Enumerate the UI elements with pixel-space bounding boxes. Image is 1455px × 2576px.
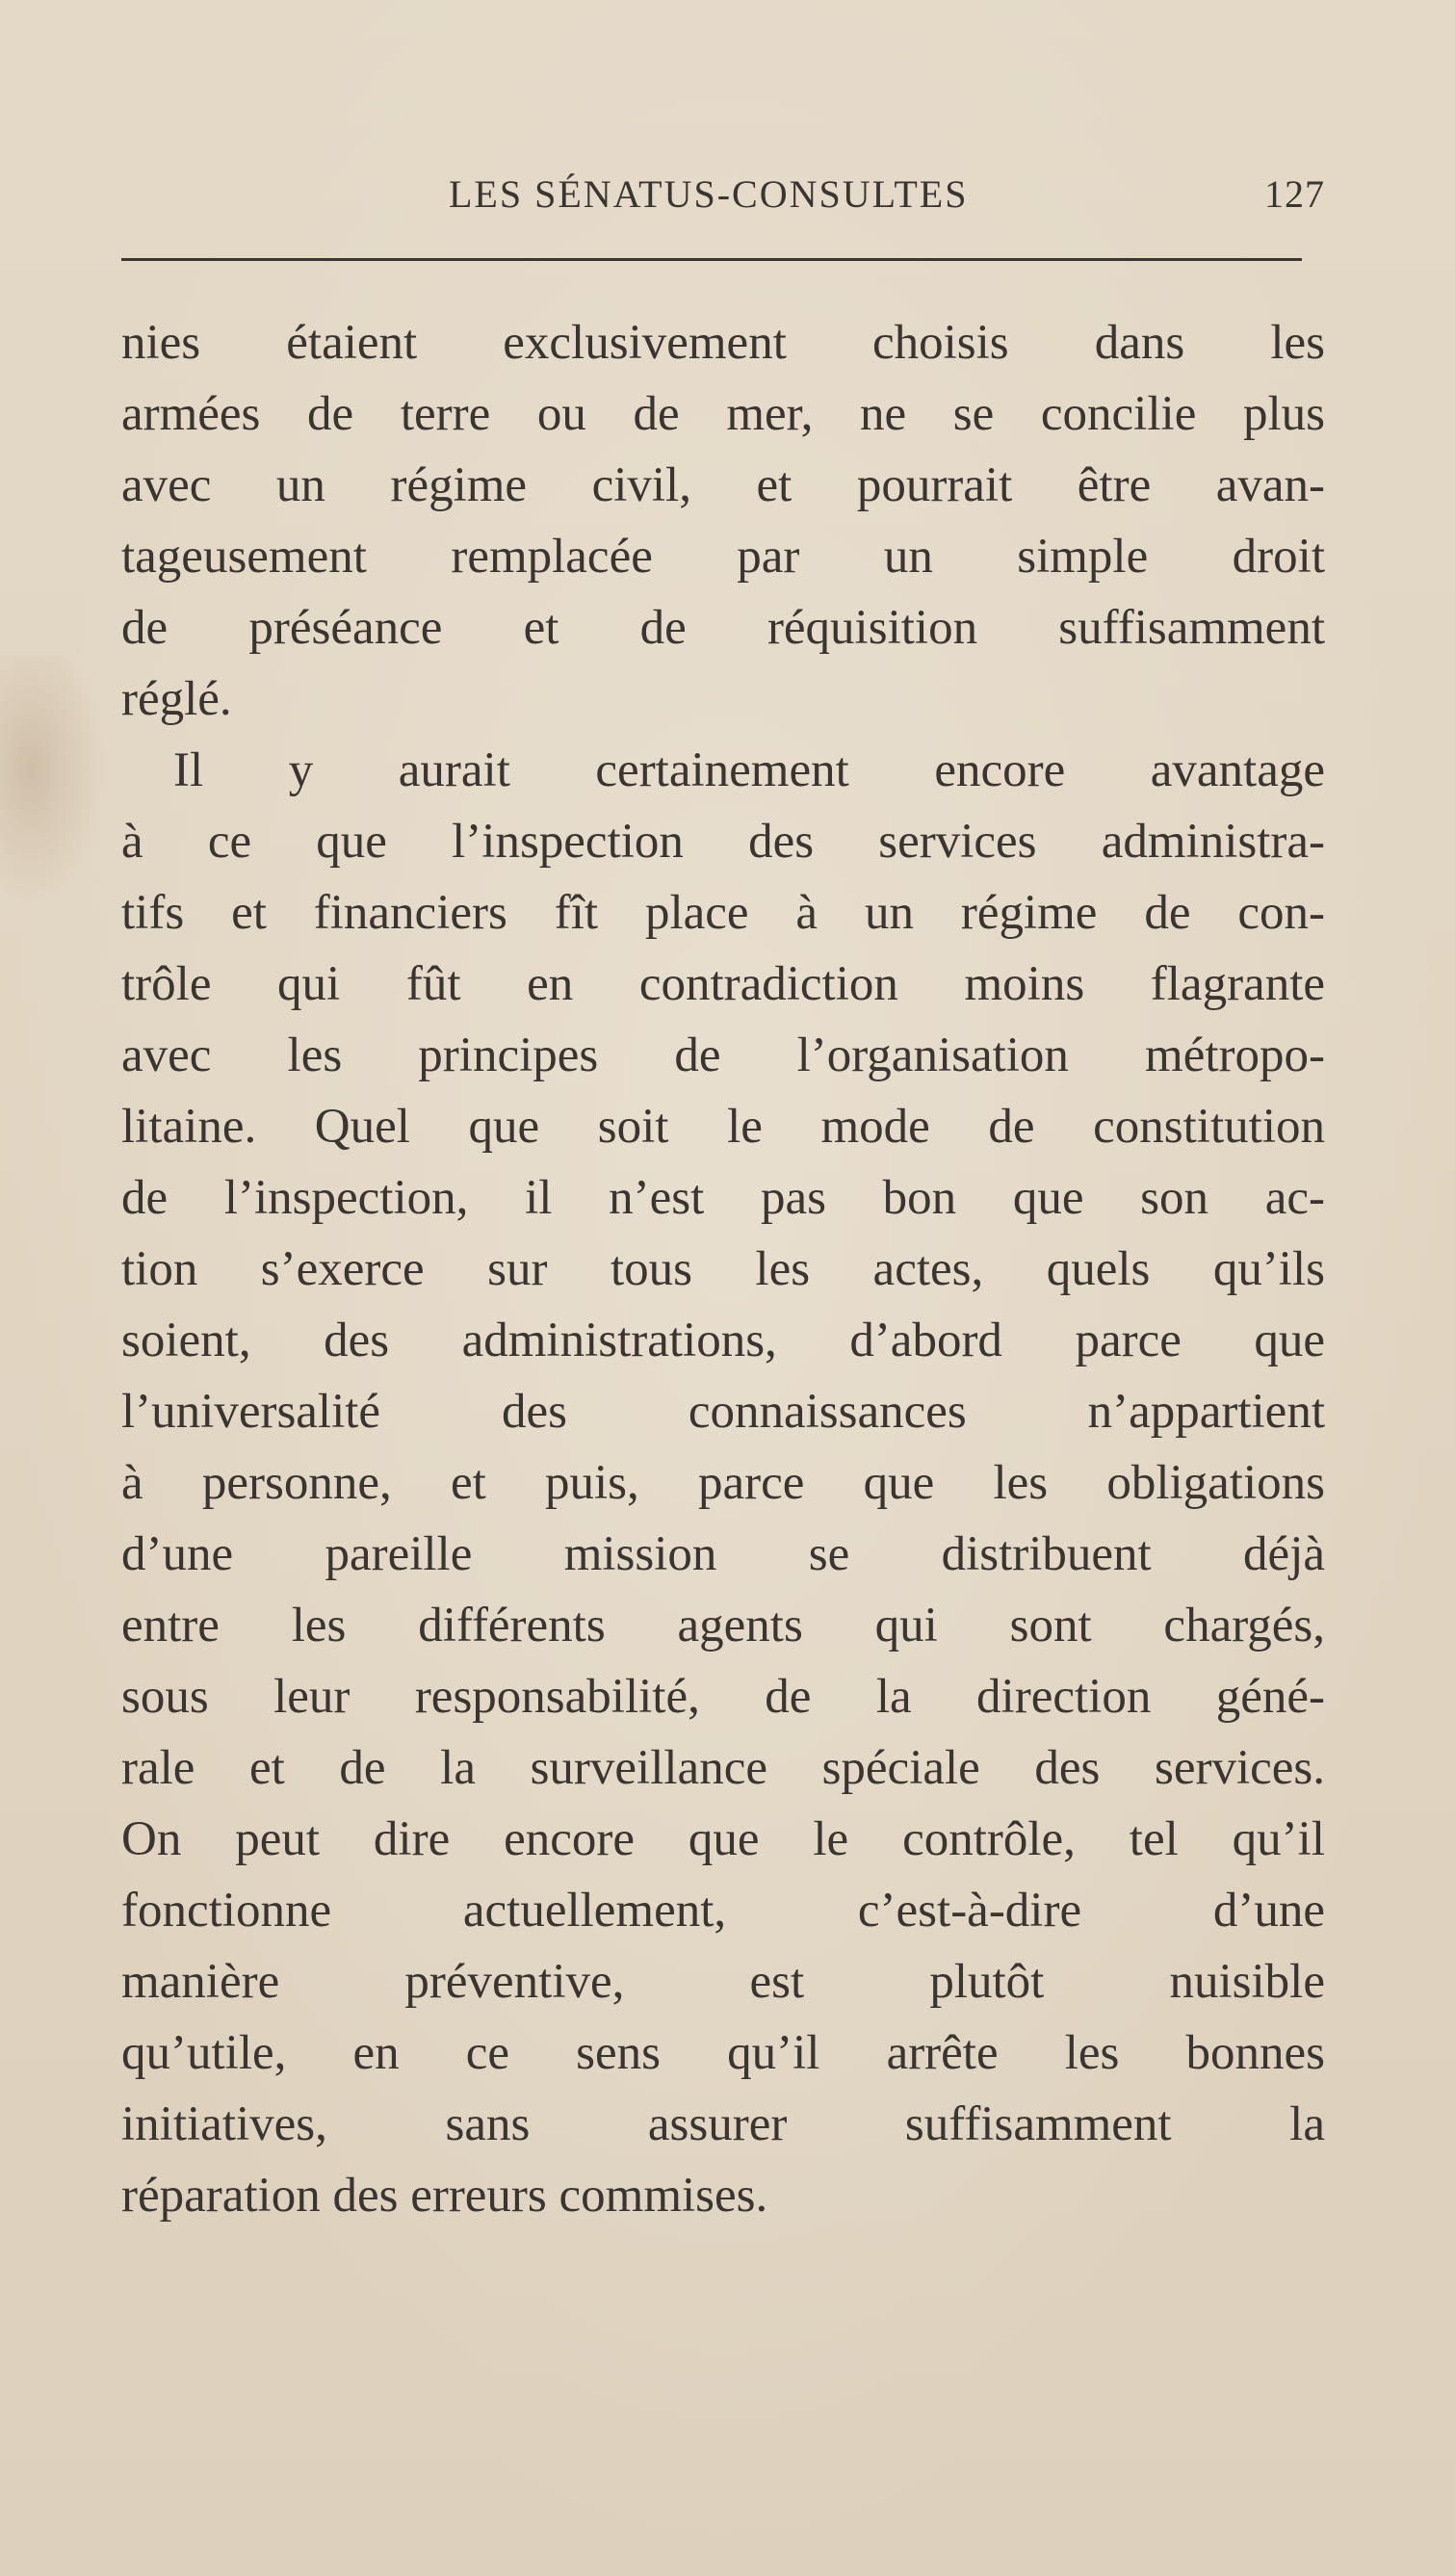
text-line: tifs et financiers fît place à un régime de con- xyxy=(121,886,1325,940)
text-line: tion s’exerce sur tous les actes, quels qu’ils xyxy=(121,1242,1325,1296)
text-line: sous leur responsabilité, de la direction géné- xyxy=(121,1670,1325,1724)
text-line: avec un régime civil, et pourrait être avan- xyxy=(121,458,1325,512)
text-line: fonctionne actuellement, c’est-à-dire d’une xyxy=(121,1884,1325,1938)
body-text xyxy=(121,307,1325,2231)
text-line: manière préventive, est plutôt nuisible xyxy=(121,1955,1325,2009)
header-rule xyxy=(121,258,1302,261)
text-line: soient, des administrations, d’abord parce que xyxy=(121,1314,1325,1367)
text-line: à personne, et puis, parce que les obligations xyxy=(121,1456,1325,1510)
text-line: à ce que l’inspection des services administra- xyxy=(121,815,1325,869)
paragraph-end-line: réglé. xyxy=(121,672,232,726)
text-line: l’universalité des connaissances n’appartient xyxy=(121,1385,1325,1439)
text-line: d’une pareille mission se distribuent déjà xyxy=(121,1527,1325,1581)
text-line: On peut dire encore que le contrôle, tel qu’il xyxy=(121,1812,1325,1866)
running-title: LES SÉNATUS-CONSULTES xyxy=(449,172,969,216)
text-line: trôle qui fût en contradiction moins flagrante xyxy=(121,957,1325,1011)
paragraph-end-line: réparation des erreurs commises. xyxy=(121,2169,768,2223)
page-number: 127 xyxy=(1264,172,1325,216)
text-line: rale et de la surveillance spéciale des services. xyxy=(121,1741,1325,1795)
text-line: litaine. Quel que soit le mode de constitution xyxy=(121,1100,1325,1154)
text-line: de préséance et de réquisition suffisamment xyxy=(121,601,1325,655)
paper-stain xyxy=(0,655,106,905)
text-line: initiatives, sans assurer suffisamment la xyxy=(121,2097,1325,2151)
paragraph-start-line: Il y aurait certainement encore avantage xyxy=(173,743,1325,797)
text-line: qu’utile, en ce sens qu’il arrête les bonnes xyxy=(121,2026,1325,2080)
text-line: de l’inspection, il n’est pas bon que son ac- xyxy=(121,1171,1325,1225)
text-line: entre les différents agents qui sont chargés, xyxy=(121,1599,1325,1652)
text-line: armées de terre ou de mer, ne se concilie plus xyxy=(121,387,1325,441)
running-head xyxy=(121,169,1325,220)
text-line: nies étaient exclusivement choisis dans les xyxy=(121,316,1325,370)
text-line: avec les principes de l’organisation métropo- xyxy=(121,1028,1325,1082)
text-line: tageusement remplacée par un simple droit xyxy=(121,530,1325,584)
